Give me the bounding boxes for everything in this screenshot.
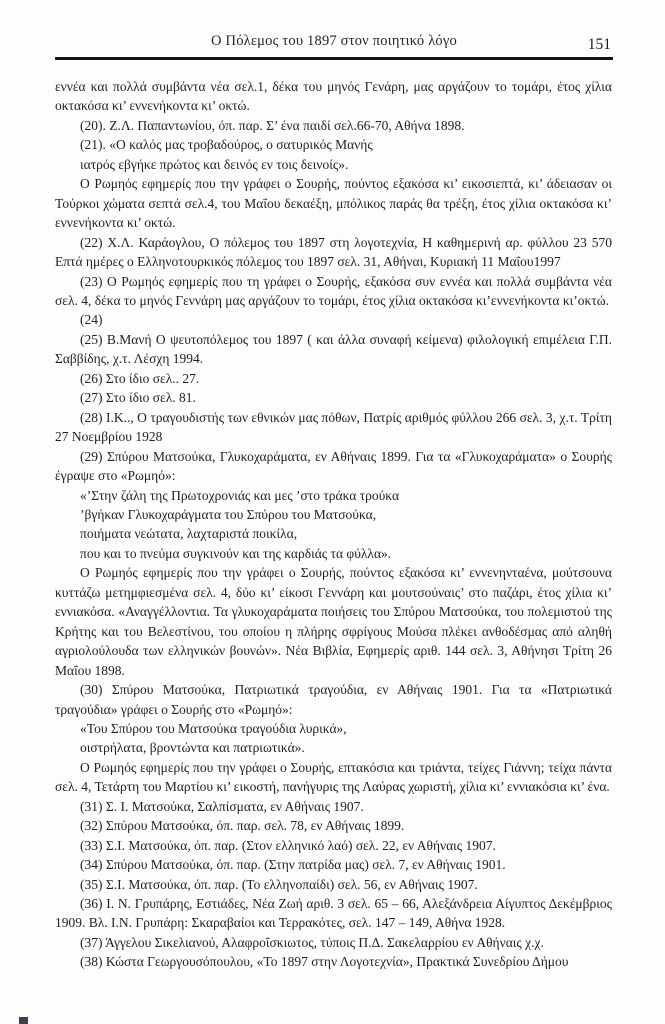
quote-line: ποιήματα νεώτατα, λαχταριστά ποικίλα,	[80, 526, 298, 542]
quote-line: που και το πνεύμα συγκινούν και της καρδιάς τα φύλλα».	[80, 545, 392, 561]
quote-line: «Του Σπύρου του Ματσούκα τραγούδια λυρικά»,	[80, 720, 347, 736]
reference-paragraph: (21). «Ο καλός μας τροβαδούρος, ο σατυρικός Μανής	[80, 137, 373, 153]
running-title: Ο Πόλεμος του 1897 στον ποιητικό λόγο	[211, 33, 457, 49]
reference-paragraph: (20). Ζ.Λ. Παπαντωνίου, όπ. παρ. Σ’ ένα παιδί σελ.66-70, Αθήνα 1898.	[80, 117, 465, 133]
reference-paragraph: εννέα και πολλά συμβάντα νέα σελ.1, δέκα του μηνός Γενάρη, μας αργάζουν το τομάρι, έτος χίλια οκτακόσα κι’ εννενήκοντα κι’ οκτώ.	[55, 79, 612, 114]
reference-paragraph: (25) Β.Μανή Ο ψευτοπόλεμος του 1897 ( και άλλα συναφή κείμενα) φιλολογική επιμέλεια Γ.Π. Σαββίδης, χ.τ. Λέσχη 1994.	[55, 331, 612, 367]
quote-line: ’βγήκαν Γλυκοχαράγματα του Σπύρου του Ματσούκα,	[80, 506, 377, 522]
reference-paragraph: (31) Σ. Ι. Ματσούκα, Σαλπίσματα, εν Αθήναις 1907.	[80, 798, 364, 814]
reference-paragraph: (26) Στο ίδιο σελ.. 27.	[80, 370, 200, 386]
page-header	[55, 33, 613, 60]
reference-paragraph: (35) Σ.Ι. Ματσούκα, όπ. παρ. (Το ελληνοπαίδι) σελ. 56, εν Αθήναις 1907.	[80, 876, 478, 892]
reference-paragraph: Ο Ρωμηός εφημερίς που την γράφει ο Σουρής, επτακόσια και τριάντα, τείχες Γιάννη; τείχα πάντα σελ. 4, Τετάρτη του Μαρτίου κι’ εικοστή, πανήγυρις της Λαύρας χωριστή, χίλια κι’ εννιακόσια κι’ ένα.	[55, 759, 612, 795]
quote-line: ιατρός εβγήκε πρώτος και δεινός εν τοις δεινοίς».	[80, 156, 349, 172]
reference-paragraph: (33) Σ.Ι. Ματσούκα, όπ. παρ. (Στον ελληνικό λαό) σελ. 22, εν Αθήναις 1907.	[80, 837, 496, 853]
reference-paragraph: (24)	[80, 312, 103, 328]
reference-paragraph: (22) Χ.Λ. Καράογλου, Ο πόλεμος του 1897 στη λογοτεχνία, Η καθημερινή αρ. φύλλου 23 570 Επτά ημέρες ο Ελληνοτουρκικός πόλεμος του 1897 σελ. 31, Αθήναι, Κυριακή 11 Μαΐου1997	[55, 234, 612, 270]
reference-paragraph: (28) Ι.Κ.., Ο τραγουδιστής των εθνικών μας πόθων, Πατρίς αριθμός φύλλου 266 σελ. 3, χ.τ. Τρίτη 27 Νοεμβρίου 1928	[55, 409, 612, 445]
page-body	[55, 77, 612, 972]
reference-paragraph: Ο Ρωμηός εφημερίς που την γράφει ο Σουρής, πούντος εξακόσα κι’ εννενηνταένα, μούτσουνα κυττάζω μετημφιεσμένα σελ. 4, δύο κι’ είκοσι Γεννάρη και μουτσούναις’ στο παζάρι, έτος χίλια κι’ εννιακόσα. «Αναγγέλλοντια. Τα γλυκοχαράματα ποιήσεις του Σπύρου Ματσούκα, του πολεμιστού της Κρήτης και του Βελεστίνου, του οποίου η πλήρης σφρίγους Μούσα πλέκει ανθοδέσμας από αληθή αγριολούλουδα των ελληνικών βουνών». Νέα Βιβλία, Εφημερίς αριθ. 144 σελ. 3, Αθήνησι Τρίτη 26 Μαΐου 1898.	[55, 565, 612, 678]
scan-artifact-mark	[19, 1017, 28, 1024]
reference-paragraph: (38) Κώστα Γεωργουσόπουλου, «Το 1897 στην Λογοτεχνία», Πρακτικά Συνεδρίου Δήμου	[80, 954, 569, 970]
page-number: 151	[574, 36, 611, 54]
reference-paragraph: (37) Άγγελου Σικελιανού, Αλαφροΐσκιωτος, τύποις Π.Δ. Σακελαρρίου εν Αθήναις χ.χ.	[80, 934, 544, 950]
reference-paragraph: (27) Στο ίδιο σελ. 81.	[80, 390, 196, 406]
reference-paragraph: (32) Σπύρου Ματσούκα, όπ. παρ. σελ. 78, εν Αθήναις 1899.	[80, 818, 405, 834]
quote-line: οιστρήλατα, βροντώντα και πατριωτικά».	[80, 740, 305, 756]
quote-line: «’Στην ζάλη της Πρωτοχρονιάς και μες ’στο τράκα τρούκα	[80, 487, 400, 503]
reference-paragraph: Ο Ρωμηός εφημερίς που την γράφει ο Σουρής, πούντος εξακόσα κι’ εικοσιεπτά, κι’ άδειασαν οι Τούρκοι χώματα σεπτά σελ.4, του Μαΐου δεκαέξη, μπόλικος παράς θα τρέξη, έτος χίλια οκτακόσα κι’ εννενήκοντα κι’ οκτώ.	[55, 176, 612, 231]
reference-paragraph: (34) Σπύρου Ματσούκα, όπ. παρ. (Στην πατρίδα μας) σελ. 7, εν Αθήναις 1901.	[80, 857, 506, 873]
reference-paragraph: (36) Ι. Ν. Γρυπάρης, Εστιάδες, Νέα Ζωή αριθ. 3 σελ. 65 – 66, Αλεξάνδρεια Αίγυπτος Δεκέμβριος 1909. Βλ. Ι.Ν. Γρυπάρη: Σκαραβαίοι και Τερρακότες, σελ. 147 – 149, Αθήνα 1928.	[55, 896, 612, 931]
reference-paragraph: (29) Σπύρου Ματσούκα, Γλυκοχαράματα, εν Αθήναις 1899. Για τα «Γλυκοχαράματα» ο Σουρής έγραψε στο «Ρωμηό»:	[55, 448, 612, 484]
reference-paragraph: (23) Ο Ρωμηός εφημερίς που τη γράφει ο Σουρής, εξακόσα συν εννέα και πολλά συμβάντα νέα σελ. 4, δέκα το μηνός Γεννάρη μας αργάζουν το τομάρι, έτος χίλια οκτακόσα κι’εννενήκοντα κι’οκτώ.	[55, 273, 612, 308]
reference-paragraph: (30) Σπύρου Ματσούκα, Πατριωτικά τραγούδια, εν Αθήναις 1901. Για τα «Πατριωτικά τραγούδια» γράφει ο Σουρής στο «Ρωμηό»:	[55, 682, 612, 717]
